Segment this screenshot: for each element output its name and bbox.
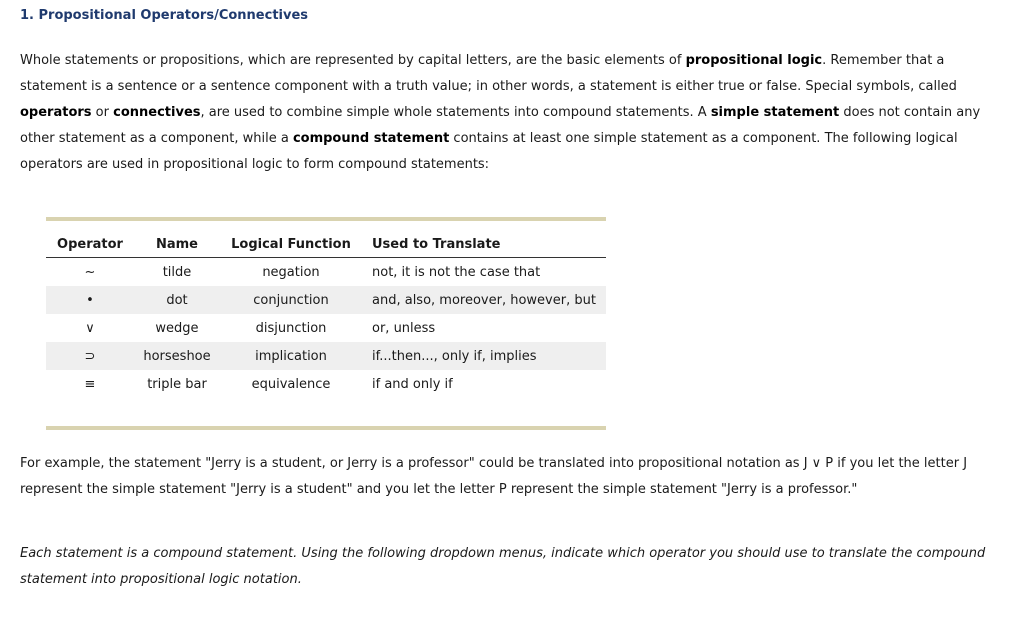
- operator-symbol: ~: [84, 264, 96, 280]
- operator-symbol: ≡: [84, 376, 96, 392]
- term-propositional-logic: propositional logic: [685, 53, 823, 68]
- header-name: Name: [134, 221, 220, 258]
- table-row: [46, 314, 606, 342]
- operator-function: disjunction: [255, 320, 327, 336]
- table-row: [46, 370, 606, 398]
- intro-text-2: . Remember that a statement is a sentence or a sentence component with a truth value; in other words, a statement is either true or false. Special symbols, called: [20, 53, 957, 94]
- operator-name: horseshoe: [134, 342, 220, 370]
- operator-symbol: ⊃: [46, 342, 134, 370]
- operator-function: implication: [220, 342, 362, 370]
- term-connectives: connectives: [113, 105, 201, 120]
- operators-table: [46, 217, 606, 430]
- operator-translation: if...then..., only if, implies: [362, 342, 606, 370]
- intro-paragraph: [20, 48, 995, 178]
- term-operators: operators: [20, 105, 92, 120]
- table-header-row: [46, 221, 606, 258]
- operator-symbol: •: [46, 286, 134, 314]
- operator-name: tilde: [162, 264, 192, 280]
- operator-translation: or, unless: [372, 320, 436, 336]
- header-translate: Used to Translate: [362, 221, 606, 258]
- intro-text-6: contains at least one simple statement as a component. The following logical operators are used in propositional logic to form compound statements:: [20, 131, 958, 172]
- operator-function: conjunction: [220, 286, 362, 314]
- operator-function: equivalence: [251, 376, 331, 392]
- operator-name: wedge: [155, 320, 199, 336]
- table-row: [46, 286, 606, 314]
- operator-name: triple bar: [147, 376, 207, 392]
- header-operator: Operator: [46, 221, 134, 258]
- operator-translation: if and only if: [372, 376, 453, 392]
- operator-name: dot: [134, 286, 220, 314]
- operator-function: negation: [262, 264, 320, 280]
- table-row: [46, 258, 606, 287]
- operator-translation: and, also, moreover, however, but: [362, 286, 606, 314]
- section-heading: 1. Propositional Operators/Connectives: [20, 8, 309, 23]
- operator-symbol: ∨: [85, 320, 95, 336]
- intro-text-4: , are used to combine simple whole statements into compound statements. A: [200, 105, 711, 120]
- table-bottom-spacer: [46, 398, 606, 426]
- table-row: [46, 342, 606, 370]
- operator-translation: not, it is not the case that: [372, 264, 541, 280]
- intro-text-1: Whole statements or propositions, which are represented by capital letters, are the basic elements of: [20, 53, 686, 68]
- term-simple-statement: simple statement: [710, 105, 840, 120]
- term-compound-statement: compound statement: [292, 131, 450, 146]
- intro-text-5: does not contain any other statement as a component, while a: [20, 105, 981, 146]
- example-paragraph: For example, the statement "Jerry is a student, or Jerry is a professor" could be translated into propositional notation as J ∨ P if you let the letter J represent the simple statement "Jerry is a student" and you let the letter P represent the simple statement "Jerry is a professor.": [20, 456, 968, 497]
- intro-text-3: or: [91, 105, 114, 120]
- instruction-paragraph: Each statement is a compound statement. Using the following dropdown menus, indicate which operator you should use to translate the compound statement into propositional logic notation.: [20, 546, 986, 587]
- header-function: Logical Function: [220, 221, 362, 258]
